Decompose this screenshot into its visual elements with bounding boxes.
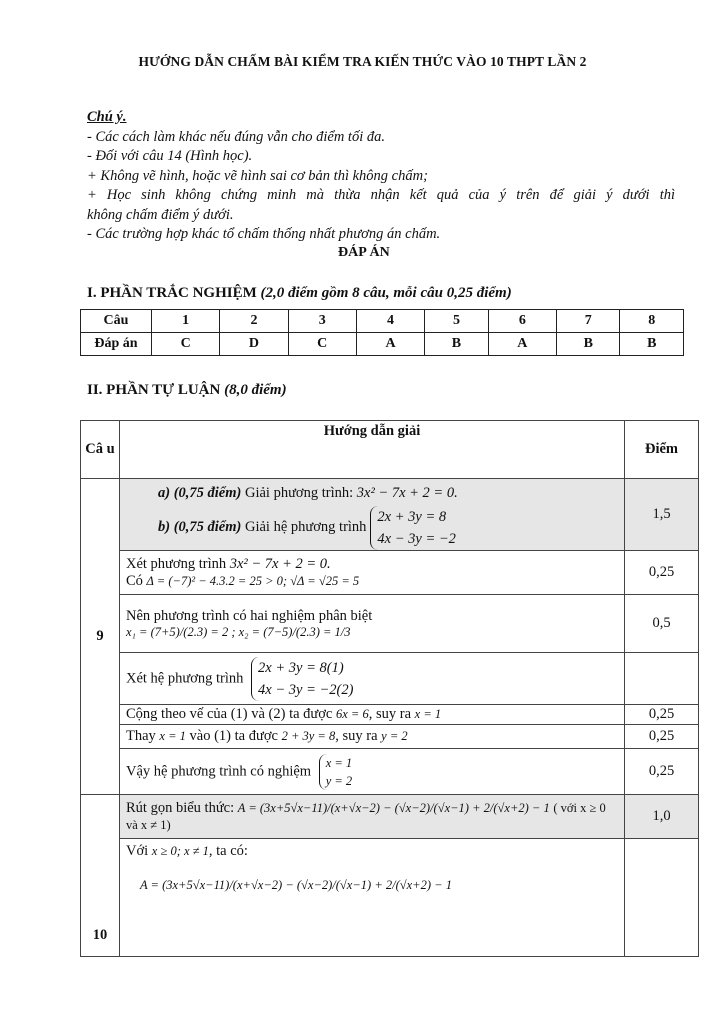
question-row	[81, 310, 684, 333]
answer-cell: A	[356, 333, 424, 356]
q9-total-score: 1,5	[625, 479, 699, 551]
q10-total-score: 1,0	[625, 795, 699, 839]
q9-step-1-score: 0,25	[625, 551, 699, 595]
q9-step-5: Thay x = 1 vào (1) ta được 2 + 3y = 8, suy ra y = 2	[120, 725, 625, 749]
question-label: Câu	[81, 310, 152, 333]
q9-step-3: Xét hệ phương trình 2x + 3y = 8(1) 4x − 3y = −2(2)	[120, 653, 625, 705]
question-number: 4	[356, 310, 424, 333]
question-number: 8	[620, 310, 684, 333]
multiple-choice-table	[80, 309, 684, 356]
q10-step-row	[81, 839, 699, 957]
answer-cell: B	[556, 333, 620, 356]
q9-step-row	[81, 705, 699, 725]
notes-block	[87, 108, 675, 245]
answer-cell: B	[620, 333, 684, 356]
part1-detail: (2,0 điểm gồm 8 câu, mỗi câu 0,25 điểm)	[260, 285, 512, 301]
essay-table	[80, 420, 699, 957]
q10-task: Rút gọn biểu thức: A = (3x+5√x−11)/(x+√x−2) − (√x−2)/(√x−1) + 2/(√x+2) − 1 ( với x ≥ 0 và x ≠ 1)	[120, 795, 625, 839]
essay-header-row	[81, 421, 699, 479]
note-line: + Không vẽ hình, hoặc vẽ hình sai cơ bản thì không chấm;	[87, 167, 428, 184]
q9-step-row	[81, 749, 699, 795]
question-number: 1	[152, 310, 220, 333]
q9-step-2-score: 0,5	[625, 595, 699, 653]
q9-step-5-score: 0,25	[625, 725, 699, 749]
q9-step-row	[81, 653, 699, 705]
q9-step-1: Xét phương trình 3x² − 7x + 2 = 0. Có Δ = (−7)² − 4.3.2 = 25 > 0; √Δ = √25 = 5	[120, 551, 625, 595]
answer-cell: B	[425, 333, 489, 356]
col-guide-header: Hướng dẫn giải	[120, 421, 625, 479]
question-number: 2	[220, 310, 288, 333]
answer-heading: ĐÁP ÁN	[338, 245, 390, 260]
q10-number: 10	[81, 795, 120, 957]
q9-step-4: Cộng theo vế của (1) và (2) ta được 6x = 6, suy ra x = 1	[120, 705, 625, 725]
answer-cell: A	[488, 333, 556, 356]
question-number: 7	[556, 310, 620, 333]
q9-step-2: Nên phương trình có hai nghiệm phân biệt x₁ = (7+5)/(2.3) = 2 ; x₂ = (7−5)/(2.3) = 1/3	[120, 595, 625, 653]
q9-step-row	[81, 595, 699, 653]
q10-task-row	[81, 795, 699, 839]
q9-task-row	[81, 479, 699, 551]
part2-title: II. PHẦN TỰ LUẬN	[87, 382, 221, 398]
q9-step-6: Vậy hệ phương trình có nghiệm x = 1 y = 2	[120, 749, 625, 795]
notes-heading: Chú ý.	[87, 109, 127, 125]
note-line: - Đối với câu 14 (Hình học).	[87, 148, 253, 164]
answer-label: Đáp án	[81, 333, 152, 356]
part2-heading	[87, 382, 287, 399]
q9-step-row	[81, 725, 699, 749]
q9-number: 9	[81, 479, 120, 795]
q9-step-row	[81, 551, 699, 595]
col-question-header: Câ u	[81, 421, 120, 479]
answer-cell: C	[152, 333, 220, 356]
answer-cell: C	[288, 333, 356, 356]
part2-detail: (8,0 điểm)	[224, 382, 287, 398]
part1-heading	[87, 285, 512, 302]
answer-cell: D	[220, 333, 288, 356]
note-line: + Học sinh không chứng minh mà thừa nhận kết quả của ý trên để giải ý dưới thì	[87, 187, 675, 203]
answer-row	[81, 333, 684, 356]
q9-task: a) (0,75 điểm) Giải phương trình: 3x² − 7x + 2 = 0. b) (0,75 điểm) Giải hệ phương trình 2x + 3y = 8 4x − 3y = −2	[120, 479, 625, 551]
note-line: - Các cách làm khác nếu đúng vẫn cho điểm tối đa.	[87, 128, 385, 145]
note-line: không chấm điểm ý dưới.	[87, 206, 234, 223]
q10-step-1-score	[625, 839, 699, 957]
col-score-header: Điểm	[625, 421, 699, 479]
question-number: 3	[288, 310, 356, 333]
q10-step-1: Với x ≥ 0; x ≠ 1, ta có: A = (3x+5√x−11)/(x+√x−2) − (√x−2)/(√x−1) + 2/(√x+2) − 1	[120, 839, 625, 957]
page-title: HƯỚNG DẪN CHẤM BÀI KIỂM TRA KIẾN THỨC VÀO 10 THPT LẦN 2	[138, 54, 587, 69]
q9-step-6-score: 0,25	[625, 749, 699, 795]
question-number: 5	[425, 310, 489, 333]
part1-title: I. PHẦN TRẮC NGHIỆM	[87, 285, 257, 301]
q9-step-3-score	[625, 653, 699, 705]
question-number: 6	[488, 310, 556, 333]
note-line: - Các trường hợp khác tổ chấm thống nhất phương án chấm.	[87, 226, 441, 242]
q9-step-4-score: 0,25	[625, 705, 699, 725]
